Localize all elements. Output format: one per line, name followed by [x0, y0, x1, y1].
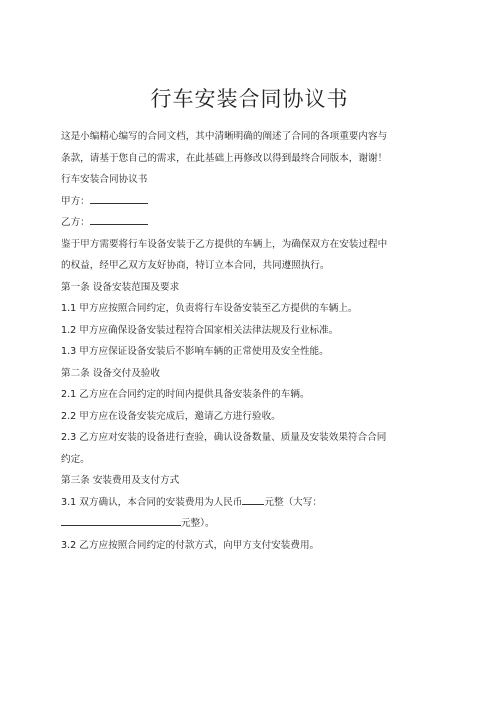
party-b-line [61, 212, 438, 234]
clause-3-1-text-a: 3.1 双方确认，本合同的安装费用为人民币 [61, 496, 243, 508]
party-a-line [61, 191, 438, 213]
clause-1-2: 1.2 甲方应确保设备安装过程符合国家相关法律法规及行业标准。 [61, 324, 339, 336]
clause-3-1-line-2 [61, 513, 438, 535]
clause-1-3: 1.3 甲方应保证设备安装后不影响车辆的正常使用及安全性能。 [61, 346, 329, 357]
clause-2-3-line-2: 约定。 [61, 453, 90, 465]
clause-3-2: 3.2 乙方应按照合同约定的付款方式，向甲方支付安装费用。 [61, 539, 320, 551]
clause-3-1-text-c: 元整）。 [181, 518, 215, 529]
intro-line-2: 条款，请基于您自己的需求，在此基础上再修改以得到最终合同版本，谢谢！ [61, 152, 388, 164]
party-b-blank [90, 213, 148, 225]
clause-2-3-line-1: 2.3 乙方应对安装的设备进行查验，确认设备数量、质量及安装效果符合合同 [61, 432, 387, 443]
intro-line-1: 这是小编精心编写的合同文档，其中清晰明确的阐述了合同的各项重要内容与 [61, 131, 388, 142]
amount-blank [242, 493, 264, 505]
party-a-label: 甲方： [61, 195, 90, 207]
clause-1-1: 1.1 甲方应按照合同约定，负责将行车设备安装至乙方提供的车辆上。 [61, 303, 358, 314]
article-1-heading: 第一条 设备安装范围及要求 [61, 281, 180, 293]
clause-3-1-text-b: 元整（大写： [264, 496, 322, 508]
clause-2-2: 2.2 甲方应在设备安装完成后，邀请乙方进行验收。 [61, 410, 281, 422]
document-title: 行车安装合同协议书 [150, 87, 349, 111]
clause-3-1-line-1 [61, 492, 438, 514]
preamble-line-1: 鉴于甲方需要将行车设备安装于乙方提供的车辆上，为确保双方在安装过程中 [61, 238, 388, 250]
party-b-label: 乙方： [61, 217, 90, 228]
article-2-heading: 第二条 设备交付及验收 [61, 367, 160, 379]
document-subtitle: 行车安装合同协议书 [61, 174, 148, 185]
preamble-line-2: 的权益，经甲乙双方友好协商，特订立本合同，共同遵照执行。 [61, 260, 330, 271]
article-3-heading: 第三条 安装费用及支付方式 [61, 475, 180, 486]
party-a-blank [90, 192, 148, 204]
clause-2-1: 2.1 乙方应在合同约定的时间内提供具备安装条件的车辆。 [61, 389, 310, 400]
amount-in-words-blank [61, 514, 181, 526]
